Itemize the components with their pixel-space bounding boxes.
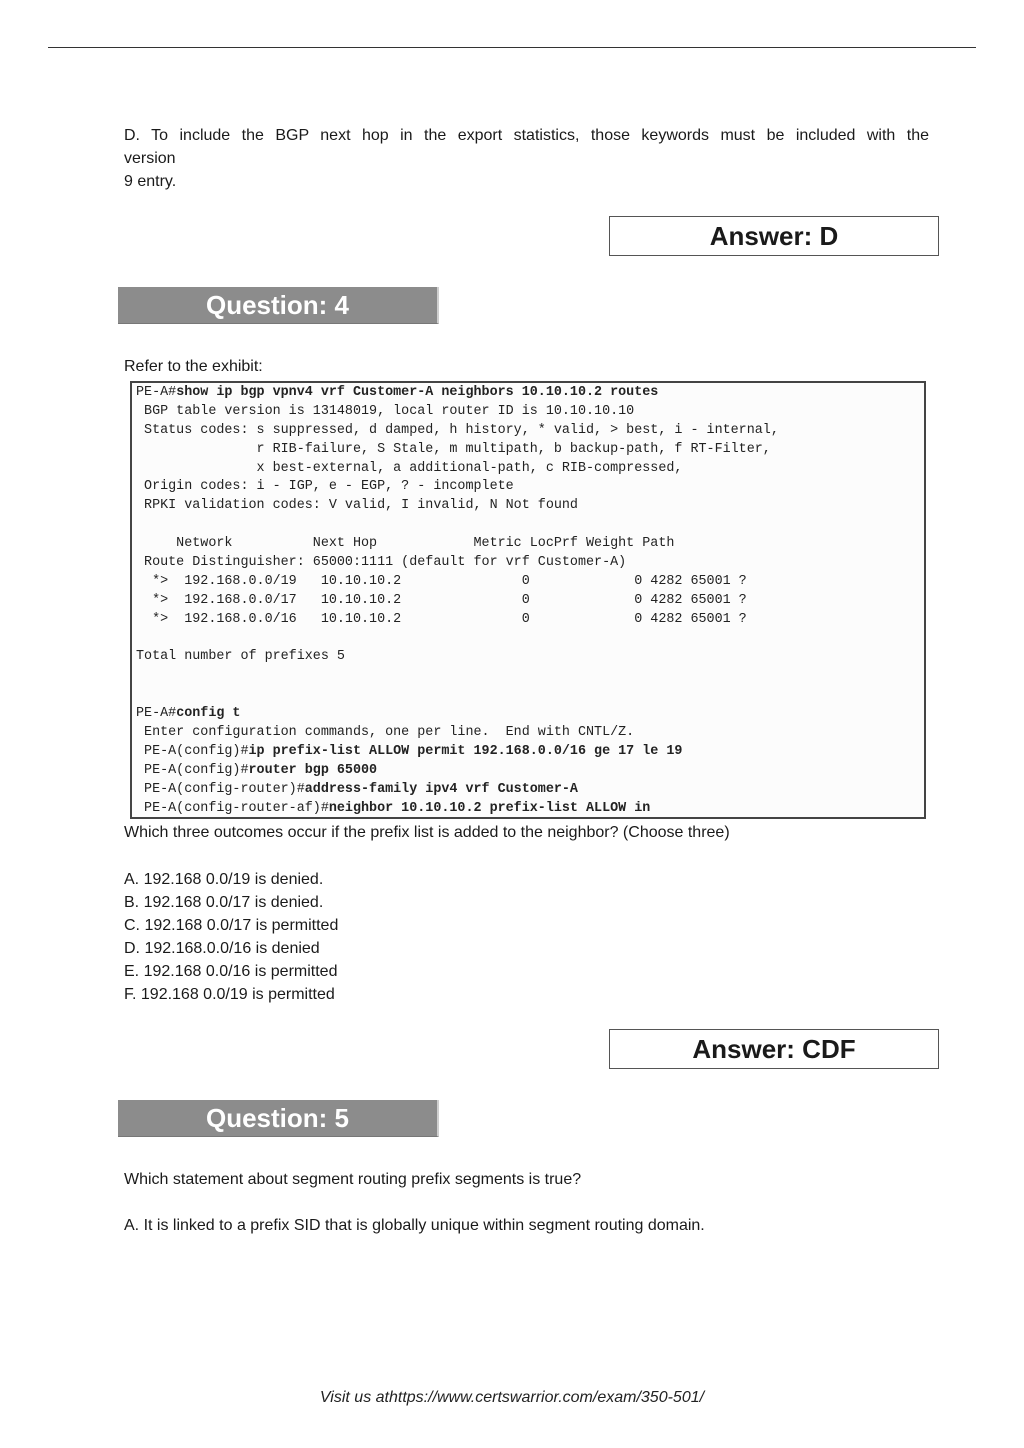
exhibit-line: r RIB-failure, S Stale, m multipath, b backup-path, f RT-Filter, <box>136 441 771 457</box>
q3-option-d-line3: 9 entry. <box>124 173 177 190</box>
exhibit-line <box>136 630 920 649</box>
exhibit-line <box>136 686 920 705</box>
exhibit-line: *> 192.168.0.0/16 10.10.10.2 0 0 4282 65001 ? <box>136 611 747 627</box>
answer-box-q3: Answer: D <box>609 216 939 256</box>
exhibit-line <box>136 667 920 686</box>
footer-url[interactable]: Visit us athttps://www.certswarrior.com/exam/350-501/ <box>319 1389 705 1406</box>
exhibit-line <box>136 516 920 535</box>
exhibit-line: Network Next Hop Metric LocPrf Weight Path <box>136 536 675 552</box>
question-5-banner: Question: 5 <box>118 1100 439 1137</box>
header-rule <box>48 47 976 48</box>
exhibit-line: Origin codes: i - IGP, e - EGP, ? - incomplete <box>136 479 514 495</box>
exhibit-line: *> 192.168.0.0/17 10.10.10.2 0 0 4282 65001 ? <box>136 592 747 608</box>
exhibit-line: PE-A(config-router-af)#neighbor 10.10.10.2 prefix-list ALLOW in <box>136 800 651 816</box>
q4-option-c: C. 192.168 0.0/17 is permitted <box>124 917 339 934</box>
exhibit-line: Status codes: s suppressed, d damped, h history, * valid, > best, i - internal, <box>136 422 779 438</box>
q3-option-d-line1: D. To include the BGP next hop in the export statistics, those keywords must be included with the <box>124 127 929 144</box>
q4-option-f: F. 192.168 0.0/19 is permitted <box>124 986 335 1003</box>
exhibit-line: RPKI validation codes: V valid, I invalid, N Not found <box>136 498 578 514</box>
q5-option-a: A. It is linked to a prefix SID that is globally unique within segment routing domain. <box>124 1217 705 1234</box>
q4-question-text: Which three outcomes occur if the prefix list is added to the neighbor? (Choose three) <box>124 824 730 841</box>
exhibit-line: *> 192.168.0.0/19 10.10.10.2 0 0 4282 65001 ? <box>136 573 747 589</box>
exhibit-line: PE-A#config t <box>136 706 241 722</box>
exhibit-line: PE-A(config)#ip prefix-list ALLOW permit 192.168.0.0/16 ge 17 le 19 <box>136 743 683 759</box>
exhibit-line: Route Distinguisher: 65000:1111 (default for vrf Customer-A) <box>136 555 627 571</box>
exhibit-line: Total number of prefixes 5 <box>136 649 345 665</box>
exhibit-line: Enter configuration commands, one per line. End with CNTL/Z. <box>136 725 635 741</box>
exhibit-line: x best-external, a additional-path, c RIB-compressed, <box>136 460 683 476</box>
q5-question-text: Which statement about segment routing prefix segments is true? <box>124 1171 582 1188</box>
q4-option-b: B. 192.168 0.0/17 is denied. <box>124 894 324 911</box>
q4-option-e: E. 192.168 0.0/16 is permitted <box>124 963 338 980</box>
cli-exhibit <box>130 381 926 819</box>
answer-box-q4: Answer: CDF <box>609 1029 939 1069</box>
question-4-banner: Question: 4 <box>118 287 439 324</box>
exhibit-line: PE-A#show ip bgp vpnv4 vrf Customer-A neighbors 10.10.10.2 routes <box>136 385 659 400</box>
q4-intro: Refer to the exhibit: <box>124 358 263 375</box>
exhibit-line: BGP table version is 13148019, local router ID is 10.10.10.10 <box>136 403 635 419</box>
q4-option-a: A. 192.168 0.0/19 is denied. <box>124 871 324 888</box>
q4-option-d: D. 192.168.0.0/16 is denied <box>124 940 320 957</box>
q3-option-d-line2: version <box>124 150 176 167</box>
exhibit-line: PE-A(config-router)#address-family ipv4 vrf Customer-A <box>136 781 578 797</box>
exhibit-line: PE-A(config)#router bgp 65000 <box>136 762 378 778</box>
